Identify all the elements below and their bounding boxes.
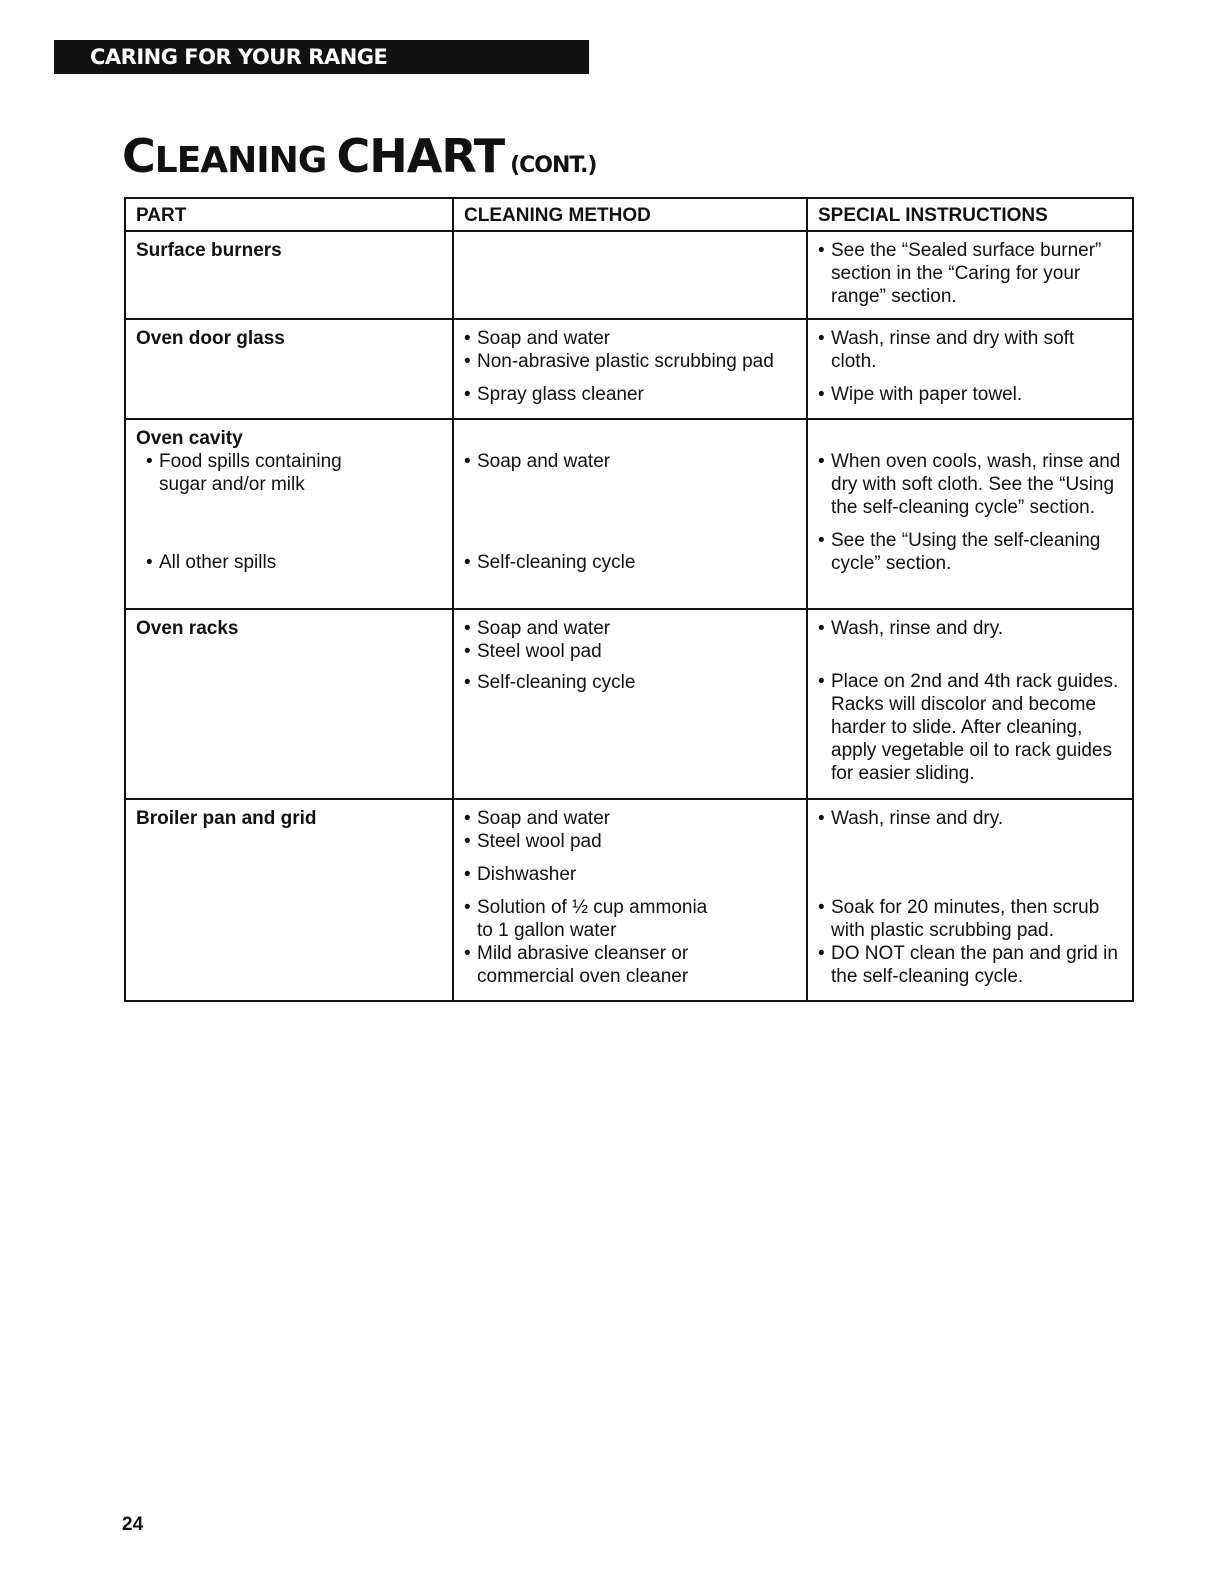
title-suffix: (CONT.)	[510, 153, 597, 178]
title-initial: C	[122, 129, 155, 183]
table-row	[125, 231, 1133, 319]
part-name: Oven cavity	[136, 428, 243, 449]
instruction-item: • See the “Using the self-cleaning cycle” section.	[818, 529, 1122, 575]
title-rest: LEANING	[154, 140, 327, 181]
method-item: • Soap and water	[464, 617, 796, 640]
instruction-item: • Place on 2nd and 4th rack guides. Racks will discolor and become harder to slide. After cleaning, apply vegetable oil to rack guides for easier sliding.	[818, 670, 1122, 785]
method-item: • Non-abrasive plastic scrubbing pad	[464, 350, 796, 373]
table-row	[125, 319, 1133, 419]
page-number: 24	[122, 1514, 144, 1535]
column-header-part: PART	[125, 198, 453, 231]
sub-part-item: • Food spills containing sugar and/or milk	[146, 450, 442, 496]
instruction-item: • When oven cools, wash, rinse and dry with soft cloth. See the “Using the self-cleaning cycle” section.	[818, 450, 1122, 519]
section-header-bar: CARING FOR YOUR RANGE	[54, 40, 589, 74]
part-cell	[125, 419, 453, 609]
part-name: Oven racks	[136, 618, 239, 639]
instruction-item: • Soak for 20 minutes, then scrub with plastic scrubbing pad.	[818, 896, 1122, 942]
method-item: • Steel wool pad	[464, 830, 796, 853]
method-item: • Steel wool pad	[464, 640, 796, 663]
part-cell	[125, 609, 453, 799]
column-header-cleaning-method: CLEANING METHOD	[453, 198, 807, 231]
part-name: Broiler pan and grid	[136, 808, 317, 829]
cleaning-chart-table	[124, 197, 1134, 1002]
instructions-cell	[807, 419, 1133, 609]
table-row	[125, 419, 1133, 609]
instructions-cell	[807, 231, 1133, 319]
table-header-row	[125, 198, 1133, 231]
method-cell	[453, 319, 807, 419]
method-item: • Self-cleaning cycle	[464, 551, 796, 574]
instructions-cell	[807, 799, 1133, 1001]
method-cell	[453, 419, 807, 609]
column-header-special-instructions: SPECIAL INSTRUCTIONS	[807, 198, 1133, 231]
method-cell	[453, 609, 807, 799]
page-title	[122, 129, 597, 183]
table-row	[125, 609, 1133, 799]
part-cell	[125, 799, 453, 1001]
part-cell	[125, 319, 453, 419]
method-item: • Mild abrasive cleanser or commercial oven cleaner	[464, 942, 796, 988]
instructions-cell	[807, 319, 1133, 419]
method-cell	[453, 231, 807, 319]
method-item: • Soap and water	[464, 450, 796, 473]
method-item: • Solution of ½ cup ammonia to 1 gallon water	[464, 896, 796, 942]
part-cell	[125, 231, 453, 319]
instruction-item: • Wash, rinse and dry.	[818, 617, 1122, 640]
instruction-item: • See the “Sealed surface burner” section in the “Caring for your range” section.	[818, 239, 1122, 308]
title-second: CHART	[336, 129, 505, 183]
method-cell	[453, 799, 807, 1001]
method-item: • Self-cleaning cycle	[464, 671, 796, 694]
part-name: Oven door glass	[136, 328, 285, 349]
method-item: • Spray glass cleaner	[464, 383, 796, 406]
method-item: • Soap and water	[464, 327, 796, 350]
instructions-cell	[807, 609, 1133, 799]
instruction-item: • DO NOT clean the pan and grid in the self-cleaning cycle.	[818, 942, 1122, 988]
method-item: • Dishwasher	[464, 863, 796, 886]
sub-part-item: • All other spills	[146, 551, 442, 574]
part-name: Surface burners	[136, 240, 282, 261]
method-item: • Soap and water	[464, 807, 796, 830]
instruction-item: • Wipe with paper towel.	[818, 383, 1122, 406]
instruction-item: • Wash, rinse and dry with soft cloth.	[818, 327, 1122, 373]
instruction-item: • Wash, rinse and dry.	[818, 807, 1122, 830]
table-row	[125, 799, 1133, 1001]
